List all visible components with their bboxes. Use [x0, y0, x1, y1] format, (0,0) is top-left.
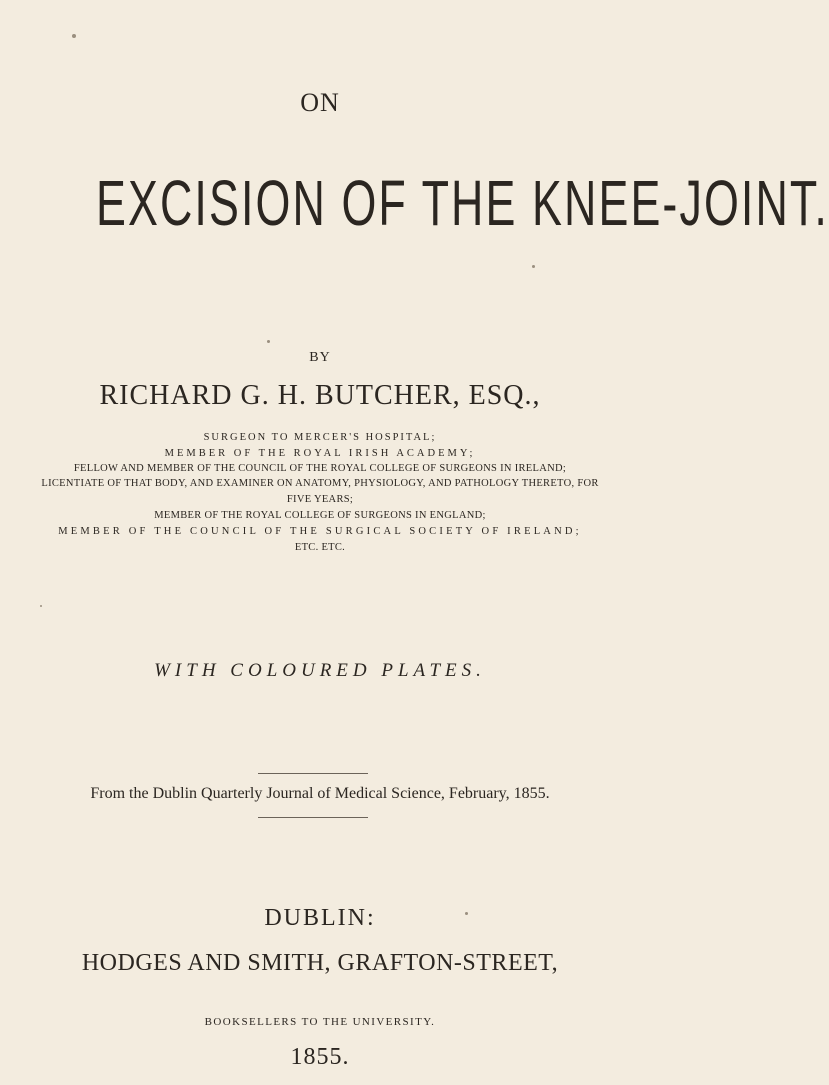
- paper-speck: [267, 340, 270, 343]
- paper-speck: [72, 34, 76, 38]
- title-prefix: ON: [300, 88, 340, 117]
- credential-line: MEMBER OF THE ROYAL COLLEGE OF SURGEONS IN ENGLAND;: [154, 510, 486, 521]
- credential-line: MEMBER OF THE COUNCIL OF THE SURGICAL SOCIETY OF IRELAND;: [58, 526, 582, 537]
- credential-line: SURGEON TO MERCER'S HOSPITAL;: [203, 432, 437, 443]
- author-name: RICHARD G. H. BUTCHER, ESQ.,: [99, 380, 541, 411]
- paper-speck: [40, 605, 42, 607]
- imprint-year: 1855.: [290, 1044, 350, 1070]
- source-citation: From the Dublin Quarterly Journal of Medical Science, February, 1855.: [90, 785, 550, 802]
- imprint-publisher: HODGES AND SMITH, GRAFTON-STREET,: [81, 950, 559, 976]
- credential-line: FELLOW AND MEMBER OF THE COUNCIL OF THE ROYAL COLLEGE OF SURGEONS IN IRELAND;: [73, 463, 567, 474]
- divider-rule: [258, 773, 368, 774]
- credential-line: LICENTIATE OF THAT BODY, AND EXAMINER ON ANATOMY, PHYSIOLOGY, AND PATHOLOGY THERETO, FOR: [41, 478, 599, 489]
- credential-line: FIVE YEARS;: [286, 494, 354, 505]
- paper-speck: [465, 912, 468, 915]
- byline-label: BY: [309, 350, 331, 365]
- paper-speck: [532, 265, 535, 268]
- divider-rule: [258, 817, 368, 818]
- credential-line: ETC. ETC.: [294, 542, 346, 553]
- imprint-sellers: BOOKSELLERS TO THE UNIVERSITY.: [204, 1016, 436, 1028]
- book-title: EXCISION OF THE KNEE-JOINT.: [96, 167, 829, 239]
- imprint-city: DUBLIN:: [264, 905, 376, 931]
- credential-line: MEMBER OF THE ROYAL IRISH ACADEMY;: [164, 448, 476, 459]
- plates-note: WITH COLOURED PLATES.: [154, 660, 486, 681]
